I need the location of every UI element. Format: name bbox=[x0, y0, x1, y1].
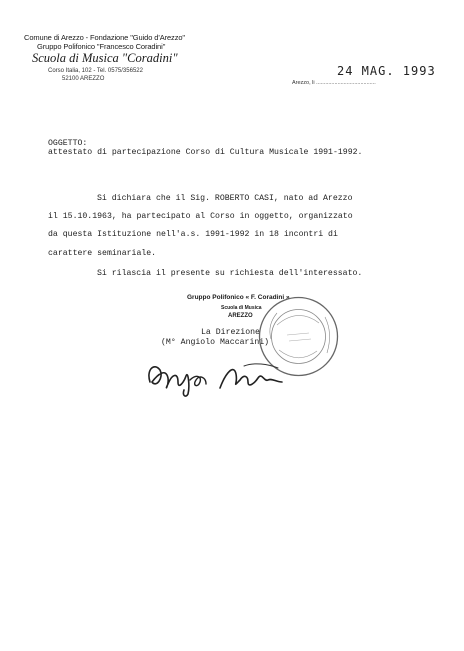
subject-text: attestato di partecipazione Corso di Cultura Musicale 1991-1992. bbox=[48, 148, 363, 157]
stamp-line1: Gruppo Polifonico « F. Coradini » bbox=[187, 294, 290, 301]
director-name: (M° Angiolo Maccarini) bbox=[161, 338, 270, 347]
closing-line: Si rilascia il presente su richiesta dell'interessato. bbox=[97, 269, 363, 278]
body-line-4: carattere seminariale. bbox=[48, 249, 157, 258]
body-line-1: Si dichiara che il Sig. ROBERTO CASI, nato ad Arezzo bbox=[97, 194, 353, 203]
subject-label: OGGETTO: bbox=[48, 139, 88, 148]
address-line1: Corso Italia, 102 - Tel. 0575/356522 bbox=[48, 68, 143, 74]
address-line2: 52100 AREZZO bbox=[62, 76, 105, 82]
letterhead-line1: Comune di Arezzo - Fondazione "Guido d'Arezzo" bbox=[24, 33, 185, 42]
direction-title: La Direzione bbox=[201, 328, 260, 337]
place-date-line: Arezzo, li ....................................... bbox=[292, 80, 376, 86]
stamp-line3: AREZZO bbox=[228, 313, 253, 319]
body-line-2: il 15.10.1963, ha partecipato al Corso in oggetto, organizzato bbox=[48, 212, 353, 221]
date-stamp: 24 MAG. 1993 bbox=[337, 64, 436, 78]
handwritten-signature bbox=[144, 352, 304, 400]
stamp-line2: Scuola di Musica bbox=[221, 305, 262, 311]
letterhead-line2: Gruppo Polifonico "Francesco Coradini" bbox=[37, 42, 166, 51]
school-name: Scuola di Musica "Coradini" bbox=[32, 51, 178, 65]
signature-graphic bbox=[144, 352, 304, 400]
body-line-3: da questa Istituzione nell'a.s. 1991-1992 in 18 incontri di bbox=[48, 230, 338, 239]
